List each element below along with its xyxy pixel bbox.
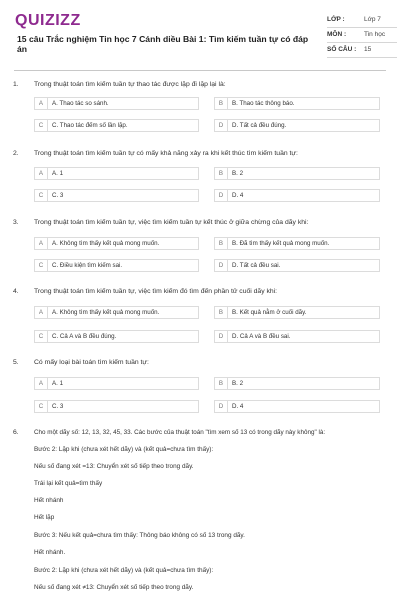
question-number: 6. [13,429,19,436]
option-letter: B [215,98,228,109]
option-letter: A [35,168,48,179]
algorithm-line: Hết nhánh. [34,549,66,556]
divider [327,42,397,43]
question-text: Trong thuật toán tìm kiếm tuần tự, việc tìm kiếm tuần tự kết thúc ở giữa chừng của dãy khi: [34,219,309,226]
option-text: D. Tất cả đều sai. [232,262,281,269]
meta-grade-label: LỚP : [327,16,345,23]
algorithm-line: Bước 3: Nếu kết quả=chưa tìm thấy: Thông báo không có số 13 trong dãy. [34,532,245,539]
option-letter: B [215,238,228,249]
option-text: C. Điều kiện tìm kiếm sai. [52,262,123,269]
option-d[interactable] [214,400,380,413]
option-c[interactable] [34,259,199,272]
option-text: B. Đã tìm thấy kết quả mong muốn. [232,240,330,247]
question-number: 1. [13,81,19,88]
option-text: A. 1 [52,170,64,177]
option-letter: B [215,168,228,179]
option-text: D. Cả A và B đều sai. [232,333,291,340]
option-text: D. 4 [232,403,244,410]
option-a[interactable] [34,97,199,110]
algorithm-line: Nếu số đang xét =13: Chuyển xét số tiếp theo trong dãy. [34,463,194,470]
meta-grade-value: Lớp 7 [364,16,381,23]
option-a[interactable] [34,306,199,319]
option-text: A. Không tìm thấy kết quả mong muốn. [52,309,160,316]
question-text: Trong thuật toán tìm kiếm tuần tự thao tác được lặp đi lặp lại là: [34,81,226,88]
option-a[interactable] [34,377,199,390]
meta-count-label: SỐ CÂU : [327,46,357,53]
document-header [0,0,400,70]
option-a[interactable] [34,167,199,180]
option-text: C. Cả A và B đều đúng. [52,333,117,340]
question-number: 5. [13,359,19,366]
option-text: A. Thao tác so sánh. [52,100,109,107]
option-text: C. Thao tác đếm số lần lặp. [52,122,128,129]
question-text: Trong thuật toán tìm kiếm tuần tự có mấy khả năng xảy ra khi kết thúc tìm kiếm tuần tự: [34,150,298,157]
option-c[interactable] [34,400,199,413]
divider [327,57,397,58]
option-c[interactable] [34,189,199,202]
meta-subject-value: Tin học [364,31,386,38]
question-text: Trong thuật toán tìm kiếm tuần tự, việc tìm kiếm đó tìm đến phần tử cuối dãy khi: [34,288,278,295]
option-text: A. 1 [52,380,64,387]
header-divider [14,70,386,71]
meta-subject-label: MÔN : [327,31,347,38]
option-text: B. 2 [232,380,244,387]
algorithm-line: Hết lặp [34,514,55,521]
algorithm-line: Bước 2: Lặp khi (chưa xét hết dãy) và (kết quả=chưa tìm thấy): [34,567,214,574]
option-letter: A [35,238,48,249]
algorithm-line: Nếu số đang xét ≠13: Chuyển xét số tiếp theo trong dãy. [34,584,194,591]
algorithm-line: Trái lại kết quả=tìm thấy [34,480,103,487]
algorithm-line: Hết nhánh [34,497,64,504]
question-text: Cho một dãy số: 12, 13, 32, 45, 33. Các bước của thuật toán "tìm xem số 13 có trong dãy này không" là: [34,429,326,436]
question-number: 4. [13,288,19,295]
option-letter: C [35,331,48,342]
option-letter: A [35,307,48,318]
document-title: 15 câu Trắc nghiệm Tin học 7 Cánh diều Bài 1: Tìm kiếm tuần tự có đáp án [17,34,309,54]
option-letter: D [215,401,228,412]
option-b[interactable] [214,237,380,250]
option-letter: D [215,190,228,201]
option-d[interactable] [214,330,380,343]
option-d[interactable] [214,259,380,272]
divider [327,27,397,28]
option-letter: B [215,378,228,389]
option-letter: D [215,120,228,131]
question-number: 3. [13,219,19,226]
question-number: 2. [13,150,19,157]
option-c[interactable] [34,330,199,343]
option-text: D. 4 [232,192,244,199]
option-b[interactable] [214,97,380,110]
option-text: A. Không tìm thấy kết quả mong muốn. [52,240,160,247]
option-text: D. Tất cả đều đúng. [232,122,287,129]
option-letter: C [35,120,48,131]
meta-count-value: 15 [364,46,372,53]
option-b[interactable] [214,377,380,390]
option-letter: A [35,98,48,109]
option-a[interactable] [34,237,199,250]
option-d[interactable] [214,119,380,132]
option-letter: C [35,260,48,271]
option-text: B. 2 [232,170,244,177]
option-letter: B [215,307,228,318]
option-text: B. Thao tác thông báo. [232,100,295,107]
option-text: B. Kết quả nằm ở cuối dãy. [232,309,307,316]
option-text: C. 3 [52,192,64,199]
option-letter: D [215,331,228,342]
option-letter: A [35,378,48,389]
option-letter: C [35,401,48,412]
option-text: C. 3 [52,403,64,410]
quizizz-logo: QUIZIZZ [15,12,81,29]
option-letter: D [215,260,228,271]
option-d[interactable] [214,189,380,202]
option-b[interactable] [214,306,380,319]
algorithm-line: Bước 2: Lặp khi (chưa xét hết dãy) và (kết quả=chưa tìm thấy): [34,446,214,453]
option-b[interactable] [214,167,380,180]
option-c[interactable] [34,119,199,132]
option-letter: C [35,190,48,201]
question-text: Có mấy loại bài toán tìm kiếm tuần tự: [34,359,149,366]
